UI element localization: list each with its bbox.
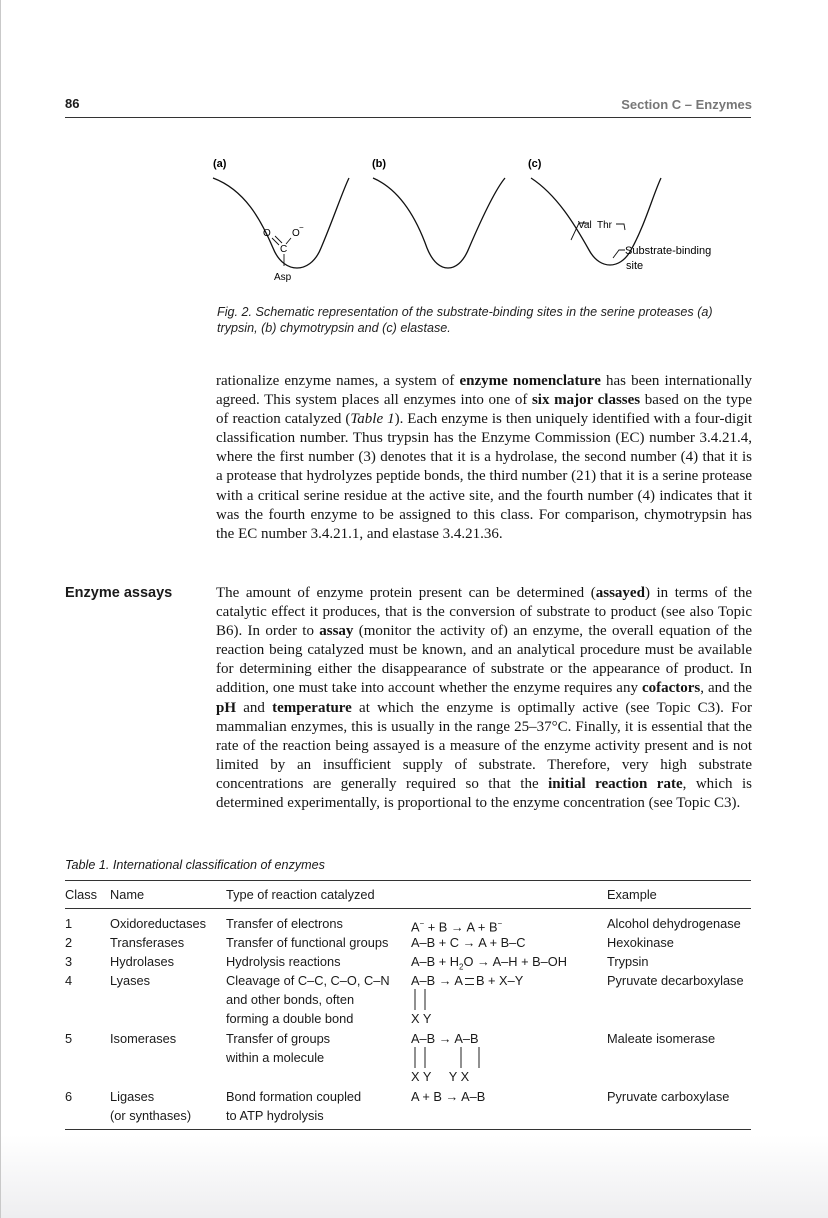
cell-example: Pyruvate decarboxylase	[607, 973, 744, 988]
oxygen-1: O	[263, 228, 271, 239]
cell-type-line: within a molecule	[226, 1050, 325, 1065]
section-title: Section C – Enzymes	[621, 97, 752, 112]
term-six-major-classes: six major classes	[531, 392, 641, 409]
cell-type: Transfer of functional groups	[226, 935, 389, 950]
eq-part: O → A–H + B–OH	[463, 954, 567, 969]
text-run: The amount of enzyme protein present can be determined (	[216, 585, 596, 601]
double-bond-mark	[465, 978, 474, 985]
text-run: at which the enzyme is optimally active (see Topic C3). For mammalian enzymes, this is usually in the range 25–37°C. Finally, it is essential that the rate of the reaction being assayed is a measure of the enzyme activity present and is not limited by an insufficient supply of substrate. Therefore, very high substrate concentrations are generally required so that the	[216, 699, 752, 792]
section-heading-enzyme-assays: Enzyme assays	[65, 585, 173, 601]
header-rule	[65, 117, 751, 118]
cell-example: Hexokinase	[607, 935, 674, 950]
cell-example: Trypsin	[607, 954, 649, 969]
text-run: based on the type of reaction catalyzed (	[216, 392, 752, 428]
term-temperature: temperature	[272, 699, 352, 716]
header-name: Name	[110, 887, 145, 902]
cell-example: Pyruvate carboxylase	[607, 1089, 730, 1104]
term-ph: pH	[216, 699, 237, 716]
cell-type-line: to ATP hydrolysis	[226, 1108, 324, 1123]
eq-part: A	[411, 919, 420, 935]
site-label-2: site	[626, 260, 644, 272]
cell-example: Alcohol dehydrogenase	[607, 916, 741, 931]
page-edge	[0, 0, 1, 1218]
text-run: ) in terms of the catalytic effect it produces, that is the conversion of substrate to product (see also Topic B6). In order to	[216, 585, 752, 640]
panel-label-c: (c)	[528, 158, 542, 170]
text-run: , and the	[700, 680, 752, 697]
cell-equation: A + B → A–B	[411, 1089, 486, 1104]
cell-class: 6	[65, 1089, 73, 1104]
cell-class: 3	[65, 954, 73, 969]
table-reference: Table 1	[350, 411, 395, 428]
eq-part: + B → A + B	[424, 919, 498, 935]
header-type: Type of reaction catalyzed	[226, 887, 375, 902]
cell-class: 1	[65, 916, 73, 931]
table-top-rule	[65, 880, 751, 881]
eq-part: B + X–Y	[475, 973, 524, 988]
page-shadow	[0, 1135, 828, 1218]
header-example: Example	[607, 887, 657, 902]
eq-sup: −	[497, 919, 503, 928]
paragraph-nomenclature	[216, 372, 752, 544]
panel-label-a: (a)	[213, 158, 227, 170]
cell-class: 2	[65, 935, 73, 950]
text-run: rationalize enzyme names, a system of	[216, 373, 460, 389]
residue-asp: Asp	[274, 272, 292, 283]
figure-caption: Fig. 2. Schematic representation of the substrate-binding sites in the serine proteases (a) trypsin, (b) chymotrypsin and (c) elastase.	[217, 305, 713, 335]
text-run: , which is determined experimentally, is proportional to the enzyme concentration (see Topic C3).	[216, 775, 752, 812]
term-enzyme-nomenclature: enzyme nomenclature	[459, 373, 601, 389]
cell-example: Maleate isomerase	[607, 1031, 716, 1046]
cell-name: Oxidoreductases	[110, 916, 207, 931]
eq-part: A–B → A	[411, 973, 463, 988]
cell-type-line: forming a double bond	[226, 1011, 354, 1026]
term-initial-reaction-rate: initial reaction rate	[548, 775, 683, 792]
site-label-1: Substrate-binding	[625, 245, 712, 257]
cell-equation-sub: X Y	[411, 1011, 432, 1026]
cell-class: 4	[65, 973, 73, 988]
table-header-rule	[65, 908, 751, 909]
cell-class: 5	[65, 1031, 73, 1046]
text-run: has been internationally agreed. This system places all enzymes into one of	[216, 373, 752, 409]
term-assay: assay	[319, 623, 354, 640]
eq-part: A–B + H	[411, 954, 460, 969]
panel-label-b: (b)	[372, 158, 387, 170]
cell-name: Lyases	[110, 973, 151, 988]
paragraph-enzyme-assays	[216, 584, 752, 813]
cell-type-line: and other bonds, often	[226, 992, 355, 1007]
cell-type-line: Bond formation coupled	[226, 1089, 362, 1104]
residue-thr: Thr	[597, 220, 612, 231]
cell-name: Hydrolases	[110, 954, 175, 969]
charge-minus: −	[299, 223, 304, 232]
residue-val: Val	[578, 220, 592, 231]
figure-substrate-binding-sites	[205, 150, 745, 290]
eq-sub: 2	[459, 962, 464, 972]
text-run: ). Each enzyme is then uniquely identified with a four-digit classification number. Thus trypsin has the Enzyme Commission (EC) number 3.4.21.4, where the first number (3) denotes that it is a hydrolase, the second number (4) that it is a protease that hydrolyzes peptide bonds, the third number (21) that it is a serine protease with a critical serine residue at the active site, and the fourth number (4) indicates that it was the fourth enzyme to be assigned to this class. For comparison, chymotrypsin has the EC number 3.4.21.1, and elastase 3.4.21.36.	[216, 411, 752, 542]
eq-sup: −	[419, 919, 425, 928]
carbon: C	[280, 244, 288, 255]
header-class: Class	[65, 887, 97, 902]
cell-name-line: Ligases	[110, 1089, 155, 1104]
text-run: and	[236, 699, 273, 716]
cell-type: Hydrolysis reactions	[226, 954, 341, 969]
table-bottom-rule	[65, 1129, 751, 1130]
aspartate-group	[263, 223, 304, 283]
term-cofactors: cofactors	[641, 680, 701, 697]
cell-equation-sub: X Y Y X	[411, 1069, 470, 1084]
cell-type-line: Cleavage of C–C, C–O, C–N	[226, 973, 390, 988]
cell-name: Isomerases	[110, 1031, 177, 1046]
cell-name: Transferases	[110, 935, 185, 950]
cell-equation: A–B → A–B	[411, 1031, 479, 1046]
text-run: (monitor the activity of) an enzyme, the overall equation of the reaction being catalyzed must be known, and an analytical procedure must be available for determining either the disappearance of substrate or the appearance of product. In addition, one must take into account whether the enzyme requires any	[216, 623, 752, 697]
cell-name-line: (or synthases)	[110, 1108, 192, 1123]
cell-equation: A–B + C → A + B–C	[411, 935, 526, 950]
page-number: 86	[65, 96, 80, 111]
term-assayed: assayed	[595, 585, 645, 601]
cell-type: Transfer of electrons	[226, 916, 343, 931]
binding-pocket-b	[373, 178, 505, 268]
oxygen-2: O	[292, 228, 300, 239]
table-title: Table 1. International classification of enzymes	[65, 858, 325, 872]
cell-type-line: Transfer of groups	[226, 1031, 331, 1046]
